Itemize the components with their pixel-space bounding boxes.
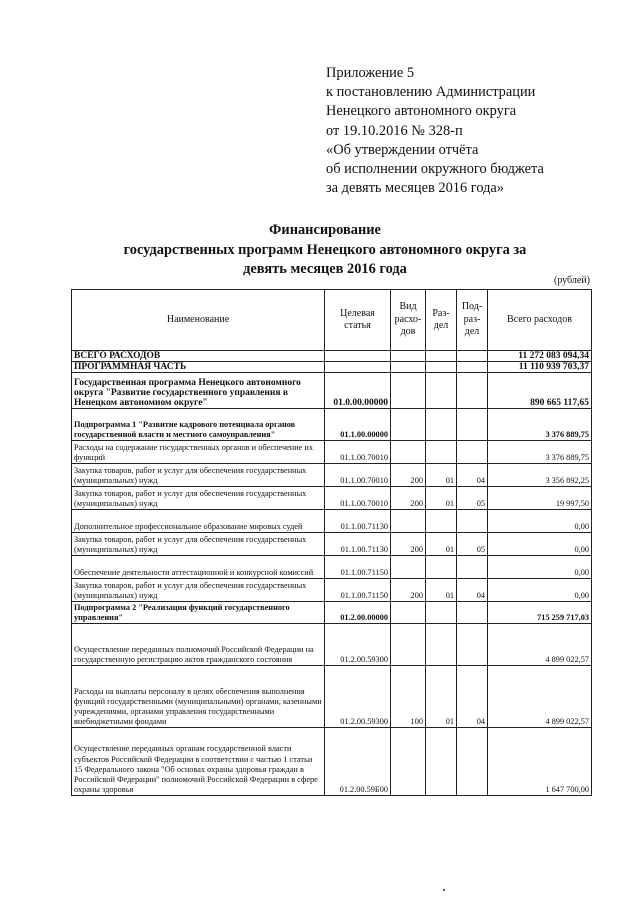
unit-label: (рублей): [553, 275, 590, 286]
table-row: [72, 533, 592, 556]
cell-podrazdel: [457, 728, 488, 796]
scan-mark: [443, 889, 445, 891]
cell-total: 0,00: [488, 556, 592, 579]
cell-razdel: [426, 362, 457, 373]
cell-razdel: [426, 409, 457, 441]
cell-podrazdel: [457, 351, 488, 362]
header-vid: Вид расхо-дов: [391, 290, 426, 351]
cell-name: Осуществление переданных полномочий Российской Федерации на государственную регистрацию актов гражданского состояния: [72, 624, 325, 666]
cell-razdel: [426, 351, 457, 362]
appendix-line: Ненецкого автономного округа: [326, 103, 517, 120]
table-row: [72, 373, 592, 409]
cell-podrazdel: 04: [457, 464, 488, 487]
cell-total: 4 899 022,57: [488, 666, 592, 728]
cell-vid: 100: [391, 666, 426, 728]
cell-total: 890 665 117,65: [488, 373, 592, 409]
header-target: Целевая статья: [325, 290, 391, 351]
cell-podrazdel: 04: [457, 666, 488, 728]
cell-total: 715 259 717,03: [488, 602, 592, 624]
cell-razdel: 01: [426, 464, 457, 487]
table-row: [72, 624, 592, 666]
cell-name: Государственная программа Ненецкого автономного округа "Развитие государственного управления в Ненецком автономном округе": [72, 373, 325, 409]
cell-vid: [391, 602, 426, 624]
appendix-line: к постановлению Администрации: [326, 84, 536, 101]
appendix-line: об исполнении окружного бюджета: [326, 161, 544, 178]
cell-target: 01.1.00.00000: [325, 409, 391, 441]
cell-vid: [391, 441, 426, 464]
cell-vid: [391, 728, 426, 796]
cell-name: Закупка товаров, работ и услуг для обеспечения государственных (муниципальных) нужд: [72, 579, 325, 602]
cell-podrazdel: 05: [457, 487, 488, 510]
cell-vid: 200: [391, 464, 426, 487]
cell-razdel: 01: [426, 666, 457, 728]
cell-name: ВСЕГО РАСХОДОВ: [72, 351, 325, 362]
cell-total: 3 376 889,75: [488, 409, 592, 441]
table-row: [72, 441, 592, 464]
cell-vid: [391, 409, 426, 441]
cell-target: 01.1.00.71150: [325, 579, 391, 602]
cell-total: 19 997,50: [488, 487, 592, 510]
appendix-block: [326, 64, 616, 198]
cell-vid: 200: [391, 533, 426, 556]
table-header-row: [72, 290, 592, 351]
cell-name: ПРОГРАММНАЯ ЧАСТЬ: [72, 362, 325, 373]
cell-name: Закупка товаров, работ и услуг для обеспечения государственных (муниципальных) нужд: [72, 533, 325, 556]
cell-name: Закупка товаров, работ и услуг для обеспечения государственных (муниципальных) нужд: [72, 487, 325, 510]
cell-podrazdel: [457, 362, 488, 373]
cell-podrazdel: 04: [457, 579, 488, 602]
cell-razdel: [426, 510, 457, 533]
table-body: [72, 351, 592, 796]
cell-total: 11 272 083 094,34: [488, 351, 592, 362]
cell-razdel: 01: [426, 533, 457, 556]
cell-target: 01.1.00.71130: [325, 510, 391, 533]
cell-name: Дополнительное профессиональное образование мировых судей: [72, 510, 325, 533]
document-title: [60, 221, 590, 280]
title-line: девять месяцев 2016 года: [243, 261, 407, 277]
appendix-line: «Об утверждении отчёта: [326, 141, 479, 158]
appendix-line: от 19.10.2016 № 328-п: [326, 122, 463, 139]
cell-total: 3 376 889,75: [488, 441, 592, 464]
title-line: Финансирование: [269, 222, 381, 238]
cell-podrazdel: [457, 373, 488, 409]
cell-razdel: 01: [426, 579, 457, 602]
table-row: [72, 362, 592, 373]
cell-name: Расходы на содержание государственных органов и обеспечение их функций: [72, 441, 325, 464]
table-row: [72, 556, 592, 579]
header-podrazdel: Под-раз-дел: [457, 290, 488, 351]
title-line: государственных программ Ненецкого автономного округа за: [123, 241, 527, 258]
cell-razdel: [426, 602, 457, 624]
cell-name: Осуществление переданных органам государственной власти субъектов Российской Федерации в соответствии с частью 1 статьи 15 Федерального закона "Об основах охраны здоровья граждан в Российской Федерации" полномочий Российской Федерации в сфере охраны здоровья: [72, 728, 325, 796]
cell-target: 01.2.00.59Б00: [325, 728, 391, 796]
header-razdel: Раз-дел: [426, 290, 457, 351]
cell-vid: 200: [391, 487, 426, 510]
cell-vid: [391, 556, 426, 579]
table-row: [72, 464, 592, 487]
cell-target: [325, 362, 391, 373]
cell-razdel: [426, 556, 457, 579]
cell-razdel: 01: [426, 487, 457, 510]
cell-name: Подпрограмма 1 "Развитие кадрового потенциала органов государственной власти и местного самоуправления": [72, 409, 325, 441]
cell-target: 01.1.00.70010: [325, 487, 391, 510]
cell-razdel: [426, 441, 457, 464]
header-total: Всего расходов: [488, 290, 592, 351]
cell-razdel: [426, 624, 457, 666]
table-row: [72, 409, 592, 441]
cell-vid: [391, 373, 426, 409]
cell-total: 0,00: [488, 579, 592, 602]
table-row: [72, 510, 592, 533]
cell-podrazdel: [457, 409, 488, 441]
cell-name: Закупка товаров, работ и услуг для обеспечения государственных (муниципальных) нужд: [72, 464, 325, 487]
cell-podrazdel: 05: [457, 533, 488, 556]
table-row: [72, 579, 592, 602]
cell-vid: [391, 510, 426, 533]
cell-vid: [391, 362, 426, 373]
cell-total: 11 110 939 703,37: [488, 362, 592, 373]
cell-target: 01.1.00.71130: [325, 533, 391, 556]
cell-name: Подпрограмма 2 "Реализация функций государственного управления": [72, 602, 325, 624]
cell-total: 0,00: [488, 533, 592, 556]
cell-target: 01.1.00.70010: [325, 464, 391, 487]
cell-podrazdel: [457, 441, 488, 464]
cell-podrazdel: [457, 602, 488, 624]
cell-vid: [391, 351, 426, 362]
table-row: [72, 351, 592, 362]
appendix-line: за девять месяцев 2016 года»: [326, 180, 504, 197]
table-row: [72, 602, 592, 624]
financing-table: [71, 289, 592, 796]
cell-target: 01.2.00.00000: [325, 602, 391, 624]
cell-total: 0,00: [488, 510, 592, 533]
table-row: [72, 666, 592, 728]
cell-vid: 200: [391, 579, 426, 602]
table-row: [72, 487, 592, 510]
cell-podrazdel: [457, 556, 488, 579]
appendix-line: Приложение 5: [326, 65, 415, 81]
cell-razdel: [426, 373, 457, 409]
cell-target: 01.2.00.59300: [325, 624, 391, 666]
cell-razdel: [426, 728, 457, 796]
cell-target: 01.2.00.59300: [325, 666, 391, 728]
table-row: [72, 728, 592, 796]
cell-vid: [391, 624, 426, 666]
cell-podrazdel: [457, 624, 488, 666]
cell-total: 4 899 022,57: [488, 624, 592, 666]
cell-total: 1 647 700,00: [488, 728, 592, 796]
cell-target: [325, 351, 391, 362]
header-name: Наименование: [72, 290, 325, 351]
cell-name: Обеспечение деятельности аттестационной и конкурсной комиссий: [72, 556, 325, 579]
cell-name: Расходы на выплаты персоналу в целях обеспечения выполнения функций государственными (муниципальными) органами, казенными учреждениями, органами управления государственными внебюджетными фондами: [72, 666, 325, 728]
cell-podrazdel: [457, 510, 488, 533]
cell-target: 01.1.00.70010: [325, 441, 391, 464]
cell-target: 01.1.00.71150: [325, 556, 391, 579]
cell-total: 3 356 892,25: [488, 464, 592, 487]
cell-target: 01.0.00.00000: [325, 373, 391, 409]
